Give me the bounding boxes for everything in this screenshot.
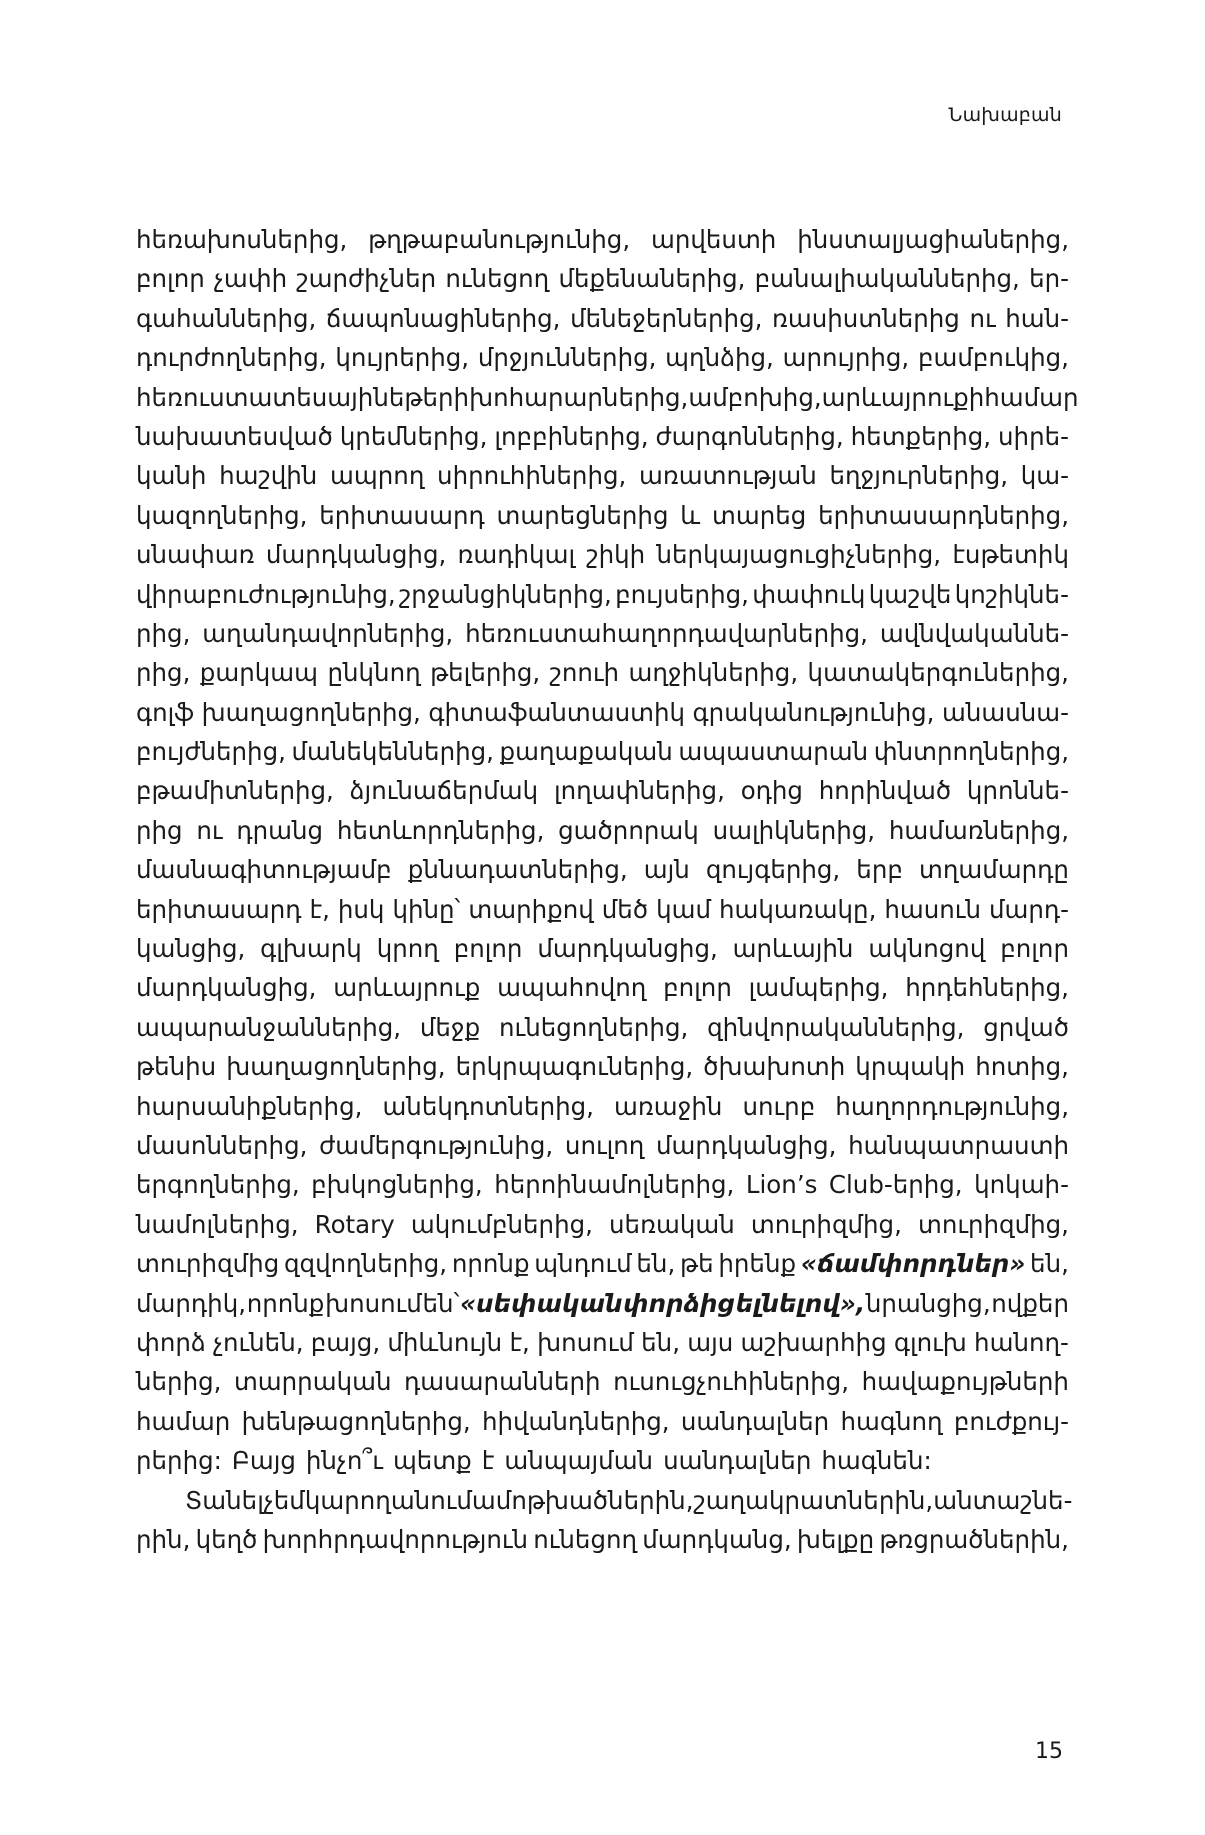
text-line: հեռուստատեսային եթերի խոհարարներից, ամբոխից, արևայրուքի համար [136,382,1079,412]
page-number: 15 [1035,1739,1063,1764]
text-line: մասոններից, ժամերգությունից, սուլող մարդկանցից, հանպատրաստի [136,1130,1069,1160]
text-line: րից, քարկապ ընկնող թելերից, շոուի աղջիկներից, կատակերգուներից, [136,658,1069,688]
text-line: ապարանջաններից, մեջք ունեցողներից, զինվորականներից, ցրված [136,1012,1069,1042]
text-line: դուրժողներից, կույրերից, մրջյուններից, պղնձից, արույրից, բամբուկից, [136,343,1069,373]
text-line: փորձ չունեն, բայց, միևնույն է, խոսում են, այս աշխարհից գլուխ հանող- [136,1327,1069,1357]
text-line: հեռախոսներից, թղթաբանությունից, արվեստի ինստալյացիաներից, [136,225,1069,254]
text-line: րին, կեղծ խորհրդավորություն ունեցող մարդկանց, խելքը թռցրածներին, [136,1524,1069,1554]
text-line: բթամիտներից, ձյունաճերմակ լողափներից, օդից հորինված կրոննե- [136,776,1069,806]
text-line: գահաններից, ճապոնացիներից, մենեջերներից, ռասիստներից ու հան- [136,303,1069,333]
text-line: մարդկանցից, արևայրուք ապահովող բոլոր լամպերից, հրդեհներից, [136,973,1069,1003]
text-line: մասնագիտությամբ քննադատներից, այն զույգերից, երբ տղամարդը [136,855,1069,885]
text-line: րից, աղանդավորներից, հեռուստահաղորդավարներից, ավնվականնե- [136,618,1069,648]
text-line: բոլոր չափի շարժիչներ ունեցող մեքենաներից, բանալիականներից, եր- [136,264,1069,294]
text-line: կանցից, գլխարկ կրող բոլոր մարդկանցից, արևային ակնոցով բոլոր [136,934,1069,964]
text-line: րերից: Բայց ինչո՞ւ պետք է անպայման սանդալներ հագնեն: [136,1446,932,1476]
text-line: համար խենթացողներից, հիվանդներից, սանդալներ հագնող բուժքույ- [136,1406,1069,1436]
text-line: ներից, տարրական դասարանների ուսուցչուհիներից, հավաքույթների [136,1367,1069,1397]
text-line: Տանել չեմ կարողանում ամոթխածներին, շաղակրատներին, անտաշնե- [185,1485,1073,1515]
text-line: տուրիզմից զզվողներից, որոնք պնդում են, թե իրենք «ճամփորդներ» են, [136,1249,1069,1279]
text-line: նախատեսված կրեմներից, լոբբիներից, ժարգոններից, հետքերից, սիրե- [136,421,1069,451]
text-line: սնափառ մարդկանցից, ռադիկալ շիկի ներկայացուցիչներից, էսթետիկ [136,540,1069,570]
text-line: րից ու դրանց հետևորդներից, ցածրորակ սալիկներից, համառներից, [136,815,1069,845]
text-line: գոլֆ խաղացողներից, գիտաֆանտաստիկ գրականությունից, անասնա- [136,697,1069,727]
running-head: Նախաբան [948,104,1062,126]
text-line: նամոլներից, Rotary ակումբներից, սեռական տուրիզմից, տուրիզմից, [136,1209,1069,1239]
text-line: երիտասարդ է, իսկ կինը՝ տարիքով մեծ կամ հակառակը, հասուն մարդ- [136,894,1069,924]
text-line: կանի հաշվին ապրող սիրուհիներից, առատության եղջյուրներից, կա- [136,461,1069,491]
text-line: կազողներից, երիտասարդ տարեցներից և տարեց երիտասարդներից, [136,500,1069,530]
text-line: բույժներից, մանեկեններից, քաղաքական ապաստարան փնտրողներից, [136,737,1069,767]
body-text [136,220,1079,1559]
text-line: մարդիկ, որոնք խոսում են՝ «սեփական փորձից ելնելով», նրանցից, ովքեր [136,1288,1069,1318]
text-line: վիրաբուժությունից, շրջանցիկներից, բույսերից, փափուկ կաշվե կոշիկնե- [136,579,1069,609]
text-line: հարսանիքներից, անեկդոտներից, առաջին սուրբ հաղորդությունից, [136,1091,1069,1121]
text-line: թենիս խաղացողներից, երկրպագուներից, ծխախոտի կրպակի հոտից, [136,1052,1069,1082]
text-line: երգողներից, բխկոցներից, հերոինամոլներից, Lion’s Club-երից, կոկաի- [136,1170,1069,1200]
